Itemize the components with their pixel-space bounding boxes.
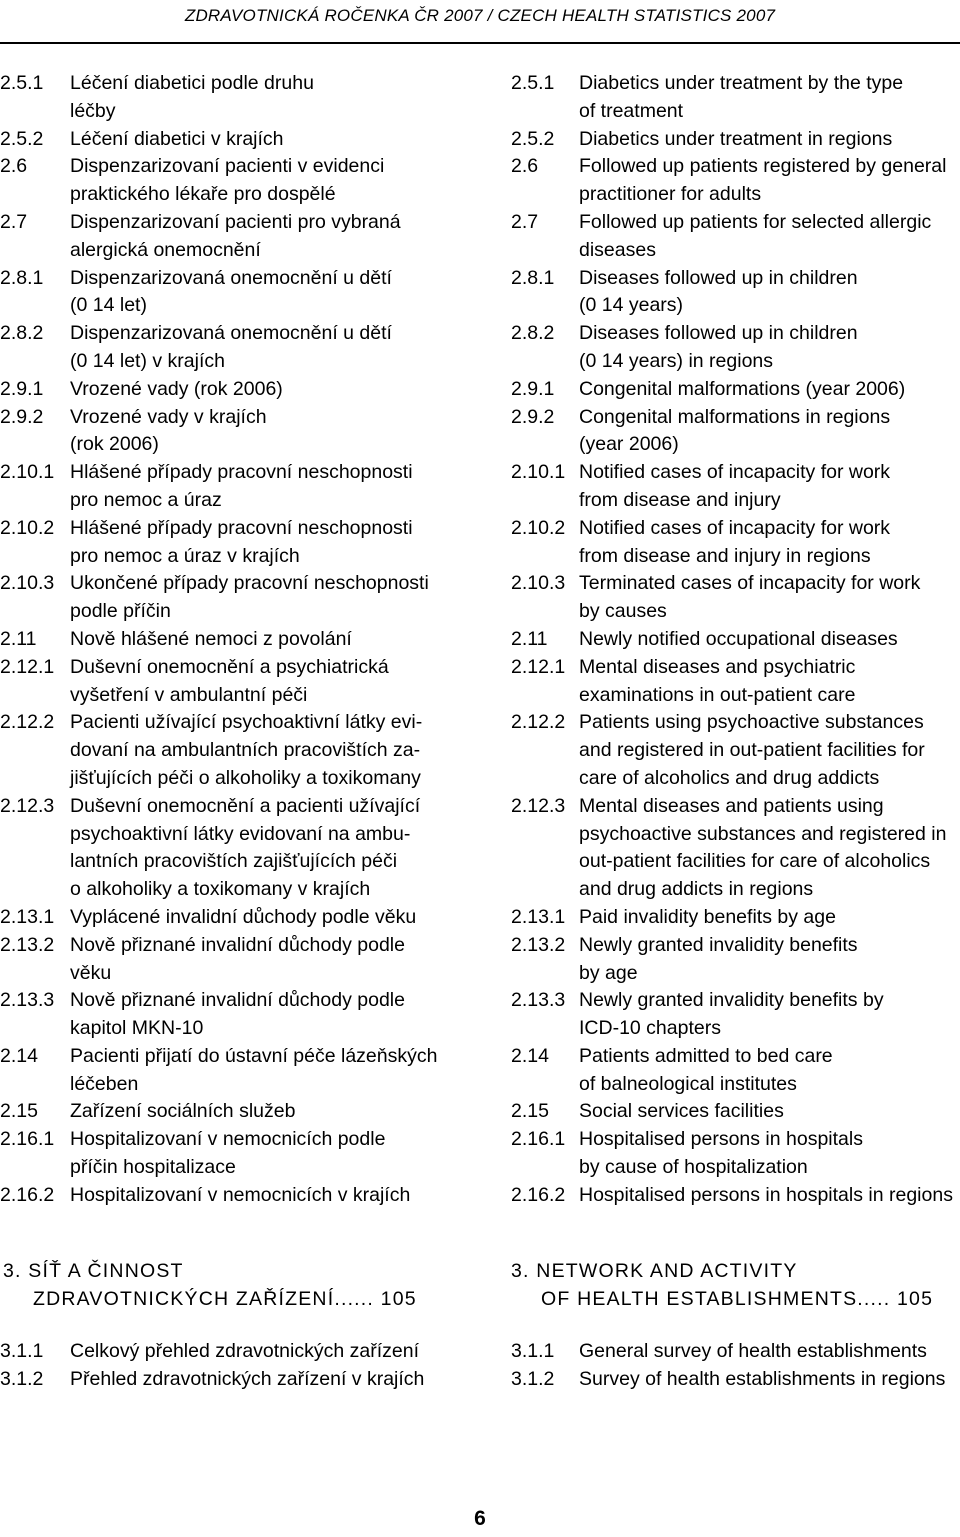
entry-title-line: Diabetics under treatment in regions <box>579 127 893 150</box>
entry-number: 2.15 <box>511 1100 549 1123</box>
entry-title-line: (rok 2006) <box>70 433 159 456</box>
entry-title-line: Newly granted invalidity benefits <box>579 933 858 956</box>
entry-title-line: Terminated cases of incapacity for work <box>579 572 921 595</box>
toc-entry <box>0 793 470 904</box>
toc-entry <box>0 570 470 626</box>
entry-title-line: Vrozené vady v krajích <box>70 405 267 428</box>
entry-title <box>579 1126 960 1182</box>
entry-title-line: (0 14 let) <box>70 294 147 317</box>
entry-number: 2.14 <box>0 1044 38 1067</box>
entry-title-line: Paid invalidity benefits by age <box>579 905 836 928</box>
toc-entry <box>0 126 470 154</box>
toc-entry <box>511 265 960 321</box>
entry-number: 2.11 <box>511 627 548 650</box>
entry-title: Přehled zdravotnických zařízení v krajích <box>70 1368 425 1390</box>
entry-number: 2.10.1 <box>0 461 55 484</box>
subsection-list-english <box>511 1337 960 1393</box>
toc-entry <box>511 1337 960 1365</box>
entry-title-line: Dispenzarizovaná onemocnění u dětí <box>70 266 392 289</box>
entry-number: 2.10.3 <box>0 572 55 595</box>
toc-entry <box>0 70 470 126</box>
section-heading-line1: 3. SÍŤ A ČINNOST <box>3 1260 184 1282</box>
entry-title <box>579 209 960 265</box>
entry-title-line: Vrozené vady (rok 2006) <box>70 377 283 400</box>
entry-title-line: Hospitalised persons in hospitals <box>579 1128 863 1151</box>
entry-title <box>70 126 470 154</box>
toc-entry <box>0 1337 470 1365</box>
entry-title-line: Dispenzarizovaná onemocnění u dětí <box>70 322 392 345</box>
entry-number: 2.6 <box>511 155 539 178</box>
entry-title <box>70 320 470 376</box>
entry-title <box>70 987 470 1043</box>
entry-number: 2.16.1 <box>0 1128 55 1151</box>
entry-title <box>579 709 960 792</box>
entry-title <box>70 70 470 126</box>
entry-number: 2.16.2 <box>0 1183 55 1206</box>
entry-title-line: Vyplácené invalidní důchody podle věku <box>70 905 417 928</box>
entry-title-line: podle příčin <box>70 600 171 623</box>
entry-title-line: out-patient facilities for care of alcoholics <box>579 850 931 873</box>
entry-title-line: ICD-10 chapters <box>579 1017 721 1040</box>
entry-number: 2.5.1 <box>511 72 555 94</box>
toc-entry <box>511 626 960 654</box>
entry-title-line: Hlášené případy pracovní neschopnosti <box>70 516 413 539</box>
entry-title-line: o alkoholiky a toxikomany v krajích <box>70 878 371 901</box>
entry-title-line: Dispenzarizovaní pacienti pro vybraná <box>70 210 401 233</box>
entry-title-line: praktického lékaře pro dospělé <box>70 183 336 206</box>
entry-title-line: from disease and injury in regions <box>579 544 871 567</box>
entry-number: 2.11 <box>0 627 37 650</box>
entry-title-line: Nově hlášené nemoci z povolání <box>70 627 352 650</box>
entry-title-line: Duševní onemocnění a pacienti užívající <box>70 794 421 817</box>
entry-title-line: Diabetics under treatment by the type <box>579 72 904 94</box>
entry-number: 2.13.2 <box>511 933 566 956</box>
entry-title-line: Newly notified occupational diseases <box>579 627 898 650</box>
entry-title <box>579 904 960 932</box>
toc-entry <box>0 904 470 932</box>
entry-title <box>70 209 470 265</box>
entry-title <box>579 654 960 710</box>
entry-title-line: examinations in out-patient care <box>579 683 856 706</box>
entry-title-line: dovaní na ambulantních pracovištích za- <box>70 739 421 762</box>
entry-number: 2.5.2 <box>0 127 44 150</box>
entry-title-line: (0 14 let) v krajích <box>70 349 225 372</box>
entry-title-line: diseases <box>579 238 656 261</box>
toc-entry <box>511 376 960 404</box>
entry-number: 2.12.2 <box>0 711 55 734</box>
entry-title-line: vyšetření v ambulantní péči <box>70 683 308 706</box>
entry-title-line: lantních pracovištích zajišťujících péči <box>70 850 398 873</box>
section-heading-line2: OF HEALTH ESTABLISHMENTS..... 105 <box>541 1288 934 1310</box>
entry-number: 2.10.2 <box>511 516 566 539</box>
entry-number: 2.7 <box>511 210 539 233</box>
toc-entry <box>0 1365 470 1393</box>
entry-number: 2.16.1 <box>511 1128 566 1151</box>
entry-title-line: Hlášené případy pracovní neschopnosti <box>70 461 413 484</box>
entry-title-line: Mental diseases and patients using <box>579 794 884 817</box>
toc-entry <box>0 459 470 515</box>
toc-entry <box>0 265 470 321</box>
entry-title-line: léčby <box>70 99 116 122</box>
entry-title <box>70 153 470 209</box>
entry-number: 2.9.2 <box>511 405 555 428</box>
entry-title <box>579 153 960 209</box>
toc-entry <box>0 1126 470 1182</box>
entry-number: 2.6 <box>0 155 28 178</box>
toc-entry <box>511 1182 960 1210</box>
entry-title-line: Mental diseases and psychiatric <box>579 655 856 678</box>
entry-title-line: Social services facilities <box>579 1100 784 1123</box>
toc-entry <box>511 153 960 209</box>
entry-title-line: jišťujících péči o alkoholiky a toxikomany <box>70 766 421 789</box>
entry-title <box>579 404 960 460</box>
entry-number: 2.13.1 <box>0 905 55 928</box>
entry-title <box>70 709 470 792</box>
entry-title-line: Congenital malformations in regions <box>579 405 891 428</box>
toc-entry <box>0 987 470 1043</box>
entry-title <box>579 570 960 626</box>
entry-title-line: Ukončené případy pracovní neschopnosti <box>70 572 429 595</box>
entry-title <box>579 515 960 571</box>
header-rule <box>0 42 960 44</box>
entry-number: 2.13.3 <box>511 989 566 1012</box>
entry-title <box>70 265 470 321</box>
entry-title: Celkový přehled zdravotnických zařízení <box>70 1340 419 1362</box>
subsection-list-czech <box>0 1337 470 1393</box>
entry-title <box>70 1043 470 1099</box>
toc-entry <box>0 709 470 792</box>
toc-entry <box>511 70 960 126</box>
toc-entry <box>511 404 960 460</box>
entry-title-line: Newly granted invalidity benefits by <box>579 989 884 1012</box>
entry-number: 2.8.1 <box>0 266 44 289</box>
section-heading-english <box>511 1257 960 1313</box>
entry-title-line: Congenital malformations (year 2006) <box>579 377 906 400</box>
entry-title-line: Léčení diabetici podle druhu <box>70 72 314 94</box>
entry-title-line: Pacienti užívající psychoaktivní látky evi- <box>70 711 423 734</box>
toc-entry <box>511 126 960 154</box>
entry-number: 3.1.2 <box>0 1368 44 1390</box>
entry-title-line: Dispenzarizovaní pacienti v evidenci <box>70 155 385 178</box>
entry-title <box>579 265 960 321</box>
entry-title <box>579 376 960 404</box>
toc-entry <box>0 626 470 654</box>
entry-title-line: pro nemoc a úraz v krajích <box>70 544 300 567</box>
entry-number: 2.10.1 <box>511 461 566 484</box>
entry-number: 2.5.1 <box>0 72 44 94</box>
toc-entry <box>511 1043 960 1099</box>
entry-title-line: and drug addicts in regions <box>579 878 814 901</box>
entry-title-line: Followed up patients for selected allergic <box>579 210 932 233</box>
section-heading-line1: 3. NETWORK AND ACTIVITY <box>511 1260 798 1282</box>
toc-entry <box>511 1126 960 1182</box>
entry-title <box>70 1126 470 1182</box>
entry-title-line: Zařízení sociálních služeb <box>70 1100 296 1123</box>
toc-entry <box>0 1043 470 1099</box>
entry-title-line: kapitol MKN-10 <box>70 1017 204 1040</box>
entry-title: Survey of health establishments in regions <box>579 1368 946 1390</box>
entry-title <box>70 515 470 571</box>
toc-entry <box>0 209 470 265</box>
entry-title <box>70 404 470 460</box>
entry-number: 2.9.1 <box>511 377 555 400</box>
toc-entry <box>511 709 960 792</box>
entry-title-line: of treatment <box>579 99 684 122</box>
toc-entry <box>511 320 960 376</box>
entry-title-line: (0 14 years) in regions <box>579 349 774 372</box>
entry-number: 2.14 <box>511 1044 549 1067</box>
entry-title-line: care of alcoholics and drug addicts <box>579 766 880 789</box>
entry-number: 2.13.1 <box>511 905 566 928</box>
entry-number: 2.12.2 <box>511 711 566 734</box>
entry-title-line: by age <box>579 961 638 984</box>
entry-title-line: Hospitalizovaní v nemocnicích podle <box>70 1128 386 1151</box>
toc-entry <box>0 515 470 571</box>
entry-title-line: věku <box>70 961 112 984</box>
entry-title-line: of balneological institutes <box>579 1072 797 1095</box>
entry-title-line: Hospitalizovaní v nemocnicích v krajích <box>70 1183 411 1206</box>
toc-entry <box>511 1365 960 1393</box>
entry-number: 2.13.3 <box>0 989 55 1012</box>
entry-title-line: from disease and injury <box>579 488 781 511</box>
entry-title-line: practitioner for adults <box>579 183 762 206</box>
toc-entry <box>511 515 960 571</box>
entry-number: 2.13.2 <box>0 933 55 956</box>
entry-title-line: Nově přiznané invalidní důchody podle <box>70 989 405 1012</box>
page-number: 6 <box>474 1507 486 1530</box>
entry-number: 2.12.3 <box>0 794 55 817</box>
entry-number: 2.16.2 <box>511 1183 566 1206</box>
entry-title-line: Hospitalised persons in hospitals in regions <box>579 1183 953 1206</box>
entry-title-line: alergická onemocnění <box>70 238 261 261</box>
entry-title-line: Pacienti přijatí do ústavní péče lázeňských <box>70 1044 438 1067</box>
toc-entry <box>0 376 470 404</box>
entry-title <box>70 459 470 515</box>
entry-title <box>70 904 470 932</box>
toc-list-czech <box>0 70 470 1210</box>
toc-entry <box>511 904 960 932</box>
entry-number: 3.1.2 <box>511 1368 555 1390</box>
entry-title-line: léčeben <box>70 1072 139 1095</box>
entry-title-line: (year 2006) <box>579 433 679 456</box>
toc-list-english <box>511 70 960 1210</box>
entry-number: 2.12.1 <box>0 655 55 678</box>
entry-number: 2.12.1 <box>511 655 566 678</box>
entry-title-line: Notified cases of incapacity for work <box>579 516 891 539</box>
toc-entry <box>0 1182 470 1210</box>
toc-entry <box>0 932 470 988</box>
entry-title <box>579 459 960 515</box>
section-heading-line2: ZDRAVOTNICKÝCH ZAŘÍZENÍ...... 105 <box>33 1288 417 1310</box>
toc-entry <box>511 793 960 904</box>
entry-number: 2.8.2 <box>511 322 555 345</box>
entry-title <box>579 1043 960 1099</box>
entry-title-line: Patients using psychoactive substances <box>579 711 924 734</box>
entry-title <box>579 626 960 654</box>
entry-title-line: psychoaktivní látky evidovaní na ambu- <box>70 822 411 845</box>
toc-entry <box>511 209 960 265</box>
entry-number: 2.15 <box>0 1100 38 1123</box>
entry-title-line: příčin hospitalizace <box>70 1156 236 1179</box>
entry-title <box>70 376 470 404</box>
entry-title <box>579 793 960 904</box>
entry-title-line: Duševní onemocnění a psychiatrická <box>70 655 389 678</box>
entry-title-line: Diseases followed up in children <box>579 322 858 345</box>
toc-entry <box>0 153 470 209</box>
toc-entry <box>0 1098 470 1126</box>
entry-title <box>579 126 960 154</box>
entry-number: 2.7 <box>0 210 28 233</box>
entry-title <box>70 932 470 988</box>
entry-number: 2.10.3 <box>511 572 566 595</box>
toc-entry <box>511 1098 960 1126</box>
entry-title-line: Patients admitted to bed care <box>579 1044 833 1067</box>
entry-title-line: by cause of hospitalization <box>579 1156 808 1179</box>
running-header: ZDRAVOTNICKÁ ROČENKA ČR 2007 / CZECH HEALTH STATISTICS 2007 <box>184 6 776 25</box>
toc-entry <box>511 987 960 1043</box>
entry-number: 2.8.1 <box>511 266 555 289</box>
section-heading-czech <box>3 1257 473 1313</box>
entry-number: 3.1.1 <box>0 1340 44 1362</box>
entry-number: 2.12.3 <box>511 794 566 817</box>
entry-title <box>579 70 960 126</box>
entry-number: 2.9.2 <box>0 405 44 428</box>
entry-title <box>579 1098 960 1126</box>
entry-title: General survey of health establishments <box>579 1340 927 1362</box>
toc-entry <box>0 404 470 460</box>
entry-number: 2.9.1 <box>0 377 44 400</box>
toc-entry <box>511 932 960 988</box>
toc-entry <box>511 654 960 710</box>
toc-entry <box>0 654 470 710</box>
entry-number: 2.8.2 <box>0 322 44 345</box>
entry-title <box>70 1182 470 1210</box>
entry-title-line: psychoactive substances and registered in <box>579 822 947 845</box>
entry-title-line: Followed up patients registered by general <box>579 155 947 178</box>
entry-title <box>579 1182 960 1210</box>
entry-title <box>579 320 960 376</box>
entry-title-line: (0 14 years) <box>579 294 684 317</box>
entry-title-line: and registered in out-patient facilities for <box>579 739 925 762</box>
entry-title <box>70 654 470 710</box>
entry-title <box>70 626 470 654</box>
entry-title <box>579 932 960 988</box>
entry-number: 3.1.1 <box>511 1340 555 1362</box>
toc-entry <box>511 570 960 626</box>
entry-title <box>70 1098 470 1126</box>
toc-entry <box>0 320 470 376</box>
entry-title-line: Diseases followed up in children <box>579 266 858 289</box>
entry-title-line: by causes <box>579 600 667 623</box>
entry-title <box>70 793 470 904</box>
entry-title-line: Léčení diabetici v krajích <box>70 127 284 150</box>
entry-title <box>70 570 470 626</box>
entry-number: 2.5.2 <box>511 127 555 150</box>
entry-title-line: Notified cases of incapacity for work <box>579 461 891 484</box>
entry-title <box>579 987 960 1043</box>
toc-entry <box>511 459 960 515</box>
entry-title-line: Nově přiznané invalidní důchody podle <box>70 933 405 956</box>
entry-number: 2.10.2 <box>0 516 55 539</box>
entry-title-line: pro nemoc a úraz <box>70 488 222 511</box>
